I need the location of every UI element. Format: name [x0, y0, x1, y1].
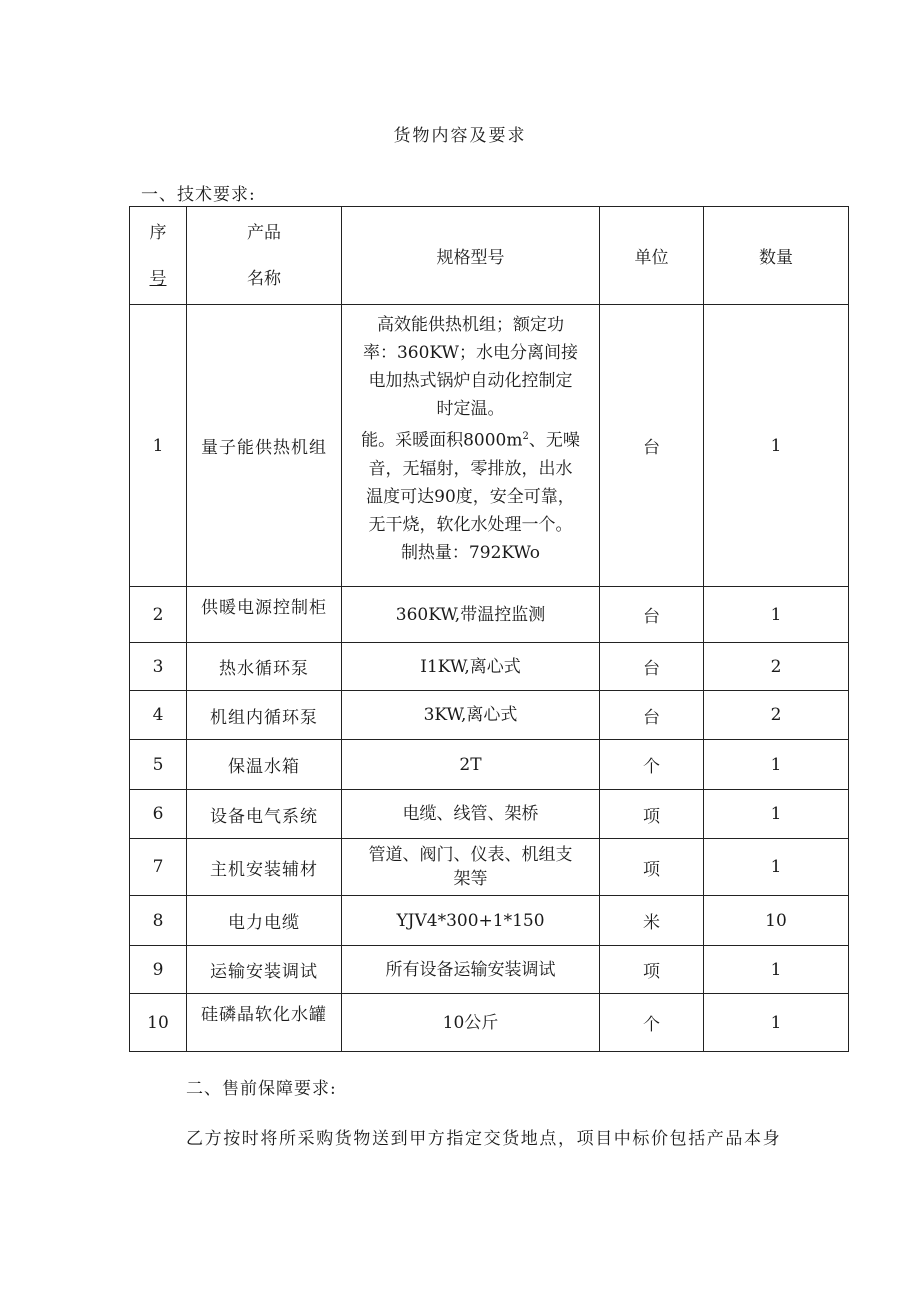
section-heading-presale: 二、售前保障要求: [186, 1079, 337, 1099]
table-row [130, 790, 849, 839]
cell-seq: 5 [130, 740, 187, 790]
spec-line: 温度可达90度，安全可靠， [366, 486, 575, 507]
cell-name: 电力电缆 [187, 896, 342, 946]
cell-spec: 10公斤 [342, 994, 600, 1052]
cell-spec: 所有设备运输安装调试 [342, 946, 600, 994]
spec-line: 无干烧，软化水处理一个。 [368, 514, 573, 535]
header-name-top: 产品 [247, 222, 281, 243]
spec-line: 电加热式锅炉自动化控制定 [368, 371, 573, 391]
cell-qty: 1 [704, 587, 849, 643]
cell-seq: 2 [130, 587, 187, 643]
cell-spec: 360KW,带温控监测 [342, 587, 600, 643]
cell-name: 运输安装调试 [187, 946, 342, 994]
header-qty: 数量 [704, 207, 849, 305]
spec-line: 管道、阀门、仪表、机组支 [368, 845, 573, 865]
cell-spec: 2T [342, 740, 600, 790]
cell-seq: 7 [130, 839, 187, 896]
header-seq [130, 207, 187, 305]
cell-name: 供暖电源控制柜 [187, 587, 342, 643]
spec-line: 音，无辐射，零排放，出水 [368, 458, 573, 479]
cell-seq: 1 [130, 305, 187, 587]
page-title: 货物内容及要求 [393, 126, 527, 146]
cell-qty: 2 [704, 643, 849, 691]
cell-qty: 2 [704, 691, 849, 740]
paragraph: 乙方按时将所采购货物送到甲方指定交货地点，项目中标价包括产品本身 [186, 1129, 782, 1149]
cell-spec: 电缆、线管、架桥 [342, 790, 600, 839]
header-spec: 规格型号 [342, 207, 600, 305]
header-name-bottom: 名称 [247, 268, 281, 289]
spec-line [342, 423, 599, 455]
cell-unit: 米 [600, 896, 704, 946]
table-row [130, 305, 849, 587]
cell-seq: 6 [130, 790, 187, 839]
cell-unit: 项 [600, 839, 704, 896]
cell-spec: 3KW,离心式 [342, 691, 600, 740]
cell-name: 机组内循环泵 [187, 691, 342, 740]
spec-line: 制热量：792KWo [400, 542, 541, 563]
table-row [130, 896, 849, 946]
header-unit: 单位 [600, 207, 704, 305]
cell-qty: 1 [704, 839, 849, 896]
cell-name: 热水循环泵 [187, 643, 342, 691]
cell-qty: 1 [704, 994, 849, 1052]
cell-spec: YJV4*300+1*150 [342, 896, 600, 946]
table-row [130, 839, 849, 896]
spec-line: 时定温。 [436, 399, 505, 419]
cell-unit: 台 [600, 643, 704, 691]
cell-name: 主机安装辅材 [187, 839, 342, 896]
cell-qty: 1 [704, 740, 849, 790]
spec-line: 率：360KW；水电分离间接 [362, 343, 578, 363]
cell-name: 保温水箱 [187, 740, 342, 790]
header-seq-top: 序 [149, 222, 167, 243]
spec-line: 高效能供热机组；额定功 [377, 315, 564, 335]
cell-spec: I1KW,离心式 [342, 643, 600, 691]
superscript: 2 [522, 431, 529, 442]
cell-name: 量子能供热机组 [187, 305, 342, 587]
spec-line-text: 能。采暖面积8000m [361, 430, 523, 451]
cell-seq: 3 [130, 643, 187, 691]
table-row [130, 994, 849, 1052]
table-row [130, 691, 849, 740]
section-heading-technical: 一、技术要求: [141, 185, 256, 205]
cell-spec [342, 305, 600, 587]
table-header-row [130, 207, 849, 305]
spec-line-tail: 、无噪 [528, 430, 580, 451]
cell-seq: 9 [130, 946, 187, 994]
cell-qty: 10 [704, 896, 849, 946]
spec-table [129, 206, 849, 1052]
header-name [187, 207, 342, 305]
cell-unit: 项 [600, 946, 704, 994]
table-row [130, 740, 849, 790]
cell-unit: 台 [600, 587, 704, 643]
spec-line: 架等 [453, 869, 488, 889]
header-seq-bottom: 号 [149, 268, 167, 289]
table-row [130, 587, 849, 643]
cell-qty: 1 [704, 946, 849, 994]
cell-unit: 台 [600, 305, 704, 587]
cell-unit: 台 [600, 691, 704, 740]
cell-name: 设备电气系统 [187, 790, 342, 839]
cell-seq: 8 [130, 896, 187, 946]
cell-seq: 10 [130, 994, 187, 1052]
table-row [130, 946, 849, 994]
cell-qty: 1 [704, 305, 849, 587]
table-row [130, 643, 849, 691]
cell-unit: 项 [600, 790, 704, 839]
cell-qty: 1 [704, 790, 849, 839]
cell-spec [342, 839, 600, 896]
cell-seq: 4 [130, 691, 187, 740]
cell-name: 硅磷晶软化水罐 [187, 994, 342, 1052]
cell-unit: 个 [600, 740, 704, 790]
cell-unit: 个 [600, 994, 704, 1052]
